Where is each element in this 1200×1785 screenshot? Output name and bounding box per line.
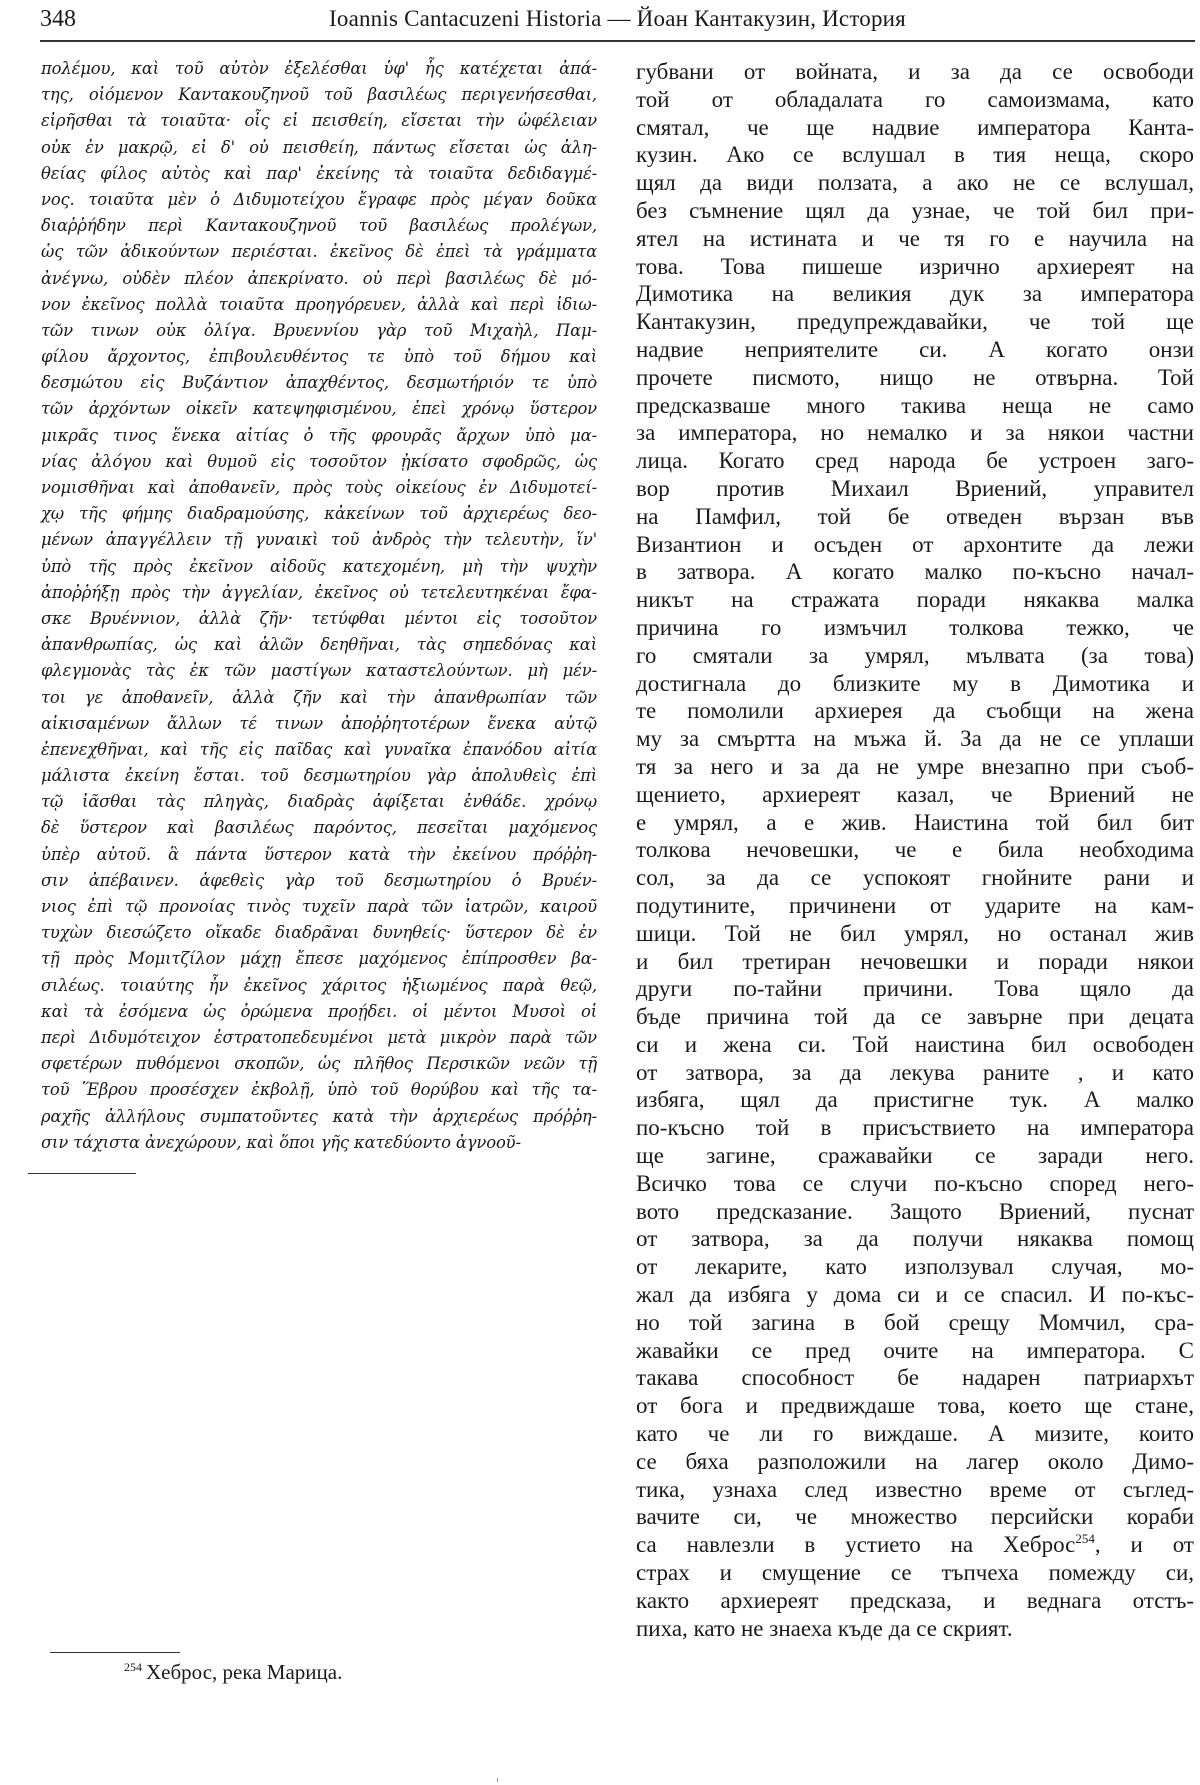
page-number: 348 <box>40 6 76 32</box>
greek-text-line: ὑπὲρ αὐτοῦ. ἃ πάντα ὕστερον κατὰ τὴν ἐκείνου πρόῤῥη- <box>41 844 597 864</box>
bulgarian-text-line: за императора, но немалко и за някои частни <box>636 420 1194 446</box>
greek-text-line: της, οἰόμενον Καντακουζηνοῦ τοῦ βασιλέως περιγενήσεσθαι, <box>41 85 597 105</box>
footnote-reference: 254 <box>1075 1531 1095 1547</box>
bulgarian-text-line: щението, архиереят казал, че Вриений не <box>636 781 1194 807</box>
bulgarian-text-line: надвие неприятелите си. А когато онзи <box>636 336 1194 362</box>
bulgarian-text-line: си и жена си. Той наистина бил освободен <box>636 1031 1194 1057</box>
footnote-rule <box>50 1652 180 1653</box>
bulgarian-text-line: той от обладалата го самоизмама, като <box>636 86 1194 112</box>
footnote <box>124 1660 342 1685</box>
bulgarian-text-line: жал да избяга у дома си и се спасил. И по-къс- <box>636 1282 1194 1308</box>
running-header <box>40 6 1195 38</box>
greek-text-line: τῶν ἀρχόντων οἰκεῖν κατεψηφισμένου, ἐπεὶ χρόνῳ ὕστερον <box>41 399 597 419</box>
bulgarian-text-line: подутините, причинени от ударите на кам- <box>636 892 1194 918</box>
bulgarian-text-line: Всичко това се случи по-късно според него- <box>636 1170 1194 1196</box>
greek-text-line: τῷ ἰᾶσθαι τὰς πληγὰς, διαδρὰς ἀφίξεται ἐνθάδε. χρόνῳ <box>41 792 597 812</box>
bulgarian-text-line: шици. Той не бил умрял, но останал жив <box>636 920 1194 946</box>
greek-text-line: μάλιστα ἐκείνη ἔσται. τοῦ δεσμωτηρίου γὰρ ἀπολυθεὶς ἐπὶ <box>41 766 597 786</box>
bulgarian-text-line: както архиереят предсказа, и веднага отстъ- <box>636 1587 1194 1613</box>
bulgarian-text-line: предсказваше много такива неща не само <box>636 392 1194 418</box>
greek-text-line: σιν τάχιστα ἀνεχώρουν, καὶ ὅποι γῆς κατεδύοντο ἀγνοοῦ- <box>41 1132 521 1152</box>
greek-text-line: σκε Βρυέννιον, ἀλλὰ ζῆν· τετύφθαι μέντοι εἰς τοσοῦτον <box>41 608 597 628</box>
bulgarian-text-line: от лекарите, като използувал случая, мо- <box>636 1254 1194 1280</box>
greek-text-line: νίας ἀλόγου καὶ θυμοῦ εἰς τοσοῦτον ᾐκίσατο σφοδρῶς, ὡς <box>41 451 597 471</box>
bulgarian-text-line: без съмнение щял да узнае, че той бил при- <box>636 197 1194 223</box>
greek-text-line: σιν ἀπέβαινεν. ἀφεθεὶς γὰρ τοῦ δεσμωτηρίου ὁ Βρυέν- <box>41 870 597 890</box>
bulgarian-text-line: тя за него и за да не умре внезапно при съоб- <box>636 753 1194 779</box>
bulgarian-text-line: Кантакузин, предупреждавайки, че той ще <box>636 309 1194 335</box>
bulgarian-text-line: жавайки се пред очите на императора. С <box>636 1337 1194 1363</box>
greek-text-line: ἀποῤῥήξῃ πρὸς τὴν ἀγγελίαν, ἐκεῖνος οὐ τετελευτηκέναι ἔφα- <box>41 582 597 602</box>
bulgarian-text-line: го смятали за умрял, мълвата (за това) <box>636 642 1194 668</box>
bulgarian-text-line: щял да види ползата, а ако не се вслушал, <box>636 170 1194 196</box>
bulgarian-text-line: тика, узнаха след известно време от съглед- <box>636 1476 1194 1502</box>
greek-column-end-rule <box>28 1173 136 1174</box>
bulgarian-text-line: от затвора, за да лекува раните , и като <box>636 1059 1194 1085</box>
bulgarian-text-line: страх и смущение се тъпчеха помежду си, <box>636 1560 1194 1586</box>
bulgarian-text-line: се бяха разположили на лагер около Димо- <box>636 1448 1194 1474</box>
greek-text-line: ραχῆς ἀλλήλους συμπατοῦντες κατὰ τὴν ἀρχιερέως πρόῤῥη- <box>41 1106 597 1126</box>
greek-text-line: τυχὼν διεσώζετο οἴκαδε διαδρᾶναι δυνηθείς· ὕστερον δὲ ἐν <box>41 923 597 943</box>
bulgarian-text-line: те помолили архиерея да съобщи на жена <box>636 698 1194 724</box>
greek-text-line: χῳ τῆς φήμης διαδραμούσης, κἀκείνων τοῦ ἀρχιερέως δεο- <box>41 504 597 524</box>
bulgarian-text-line: сол, за да се успокоят гнойните рани и <box>636 865 1194 891</box>
bulgarian-text-line: Византион и осъден от архонтите да лежи <box>636 531 1194 557</box>
bulgarian-text-line: по-късно той в присъствието на императора <box>636 1115 1194 1141</box>
bulgarian-text-line: прочете писмото, нищо не отвърна. Той <box>636 364 1194 390</box>
scan-speck <box>497 1778 498 1782</box>
bulgarian-text-line: му за смъртта на мъжа й. За да не се уплаши <box>636 726 1194 752</box>
greek-text-line: καὶ τὰ ἐσόμενα ὡς ὁρώμενα προῄδει. οἱ μέντοι Μυσοὶ οἱ <box>41 1001 597 1021</box>
bulgarian-text-line: от затвора, за да получи някаква помощ <box>636 1226 1194 1252</box>
greek-text-line: περὶ Διδυμότειχον ἐστρατοπεδευμένοι μετὰ μικρὸν παρὰ τῶν <box>41 1027 597 1047</box>
bulgarian-text-line: такава способност бе надарен патриархът <box>636 1365 1194 1391</box>
greek-text-column <box>41 56 597 1156</box>
greek-text-line: ἐπενεχθῆναι, καὶ τῆς εἰς παῖδας καὶ γυναῖκα ἐπανόδου αἰτία <box>41 739 597 759</box>
bulgarian-text-line: ще загине, сражавайки се заради него. <box>636 1143 1194 1169</box>
greek-text-line: οὐκ ἐν μακρῷ, εἰ δ' οὐ πεισθείη, πάντως εἴσεται ὡς ἀλη- <box>41 137 597 157</box>
bulgarian-text-line: като че ли го виждаше. А мизите, които <box>636 1421 1194 1447</box>
bulgarian-text-line: е умрял, а е жив. Наистина той бил бит <box>636 809 1194 835</box>
bulgarian-text-line: толкова нечовешки, че е била необходима <box>636 837 1194 863</box>
bulgarian-text-line: но той загина в бой срещу Момчил, сра- <box>636 1309 1194 1335</box>
greek-text-line: τῶν τινων οὐκ ὀλίγα. Βρυεννίου γὰρ τοῦ Μιχαὴλ, Παμ- <box>41 320 597 340</box>
bulgarian-text-line: това. Това пишеше изрично архиереят на <box>636 253 1194 279</box>
greek-text-line: αἰκισαμένων ἄλλων τέ τινων ἀποῤῥητοτέρων ἕνεκα αὐτῷ <box>41 713 597 733</box>
greek-text-line: φίλου ἄρχοντος, ἐπιβουλευθέντος τε ὑπὸ τοῦ δήμου καὶ <box>41 347 597 367</box>
greek-text-line: δεσμώτου εἰς Βυζάντιον ἀπαχθέντος, δεσμωτήριόν τε ὑπὸ <box>41 373 597 393</box>
bulgarian-text-line: избяга, щял да пристигне тук. А малко <box>636 1087 1194 1113</box>
greek-text-line: δὲ ὕστερον καὶ βασιλέως παρόντος, πεσεῖται μαχόμενος <box>41 818 597 838</box>
bulgarian-text-line: на Памфил, той бе отведен вързан във <box>636 503 1194 529</box>
greek-text-line: ὡς τῶν ἀδικούντων περιέσται. ἐκεῖνος δὲ ἐπεὶ τὰ γράμματα <box>41 242 597 262</box>
running-title: Ioannis Cantacuzeni Historia — Йоан Кантакузин, История <box>329 6 906 31</box>
bulgarian-text-line: причина го измъчил толкова тежко, че <box>636 614 1194 640</box>
greek-text-line: ἀνέγνω, οὐδὲν πλέον ἀπεκρίνατο. οὐ περὶ βασιλέως δὲ μό- <box>41 268 597 288</box>
greek-text-line: νιος ἐπὶ τῷ προνοίας τινὸς τυχεῖν παρὰ τῶν ἰατρῶν, καιροῦ <box>41 897 597 916</box>
bulgarian-text-line: вор против Михаил Вриений, управител <box>636 475 1194 501</box>
greek-text-line: νομισθῆναι καὶ ἀποθανεῖν, πρὸς τοὺς οἰκείους ἐν Διδυμοτεί- <box>41 478 597 497</box>
greek-text-line: σφετέρων πυθόμενοι σκοπῶν, ὡς πλῆθος Περσικῶν νεῶν τῇ <box>41 1054 597 1074</box>
bulgarian-text-column <box>636 58 1194 1642</box>
bulgarian-text-line: от бога и предвиждаше това, което ще стане, <box>636 1393 1194 1419</box>
bulgarian-text-line: вачите си, че множество персийски кораби <box>636 1504 1194 1530</box>
greek-text-line: ὑπὸ τῆς πρὸς ἐκεῖνον αἰδοῦς κατεχομένη, μὴ τὴν ψυχὴν <box>41 556 597 576</box>
bulgarian-text-line: и бил третиран нечовешки и поради някои <box>636 948 1194 974</box>
line-text: , и от <box>1094 1532 1194 1558</box>
greek-text-line: πολέμου, καὶ τοῦ αὐτὸν ἐξελέσθαι ὑφ' ἧς κατέχεται ἀπά- <box>41 59 597 78</box>
greek-text-line: τοι γε ἀποθανεῖν, ἀλλὰ ζῆν καὶ τὴν ἀπανθρωπίαν τῶν <box>41 687 597 707</box>
greek-text-line: τῇ πρὸς Μομιτζίλον μάχῃ ἔπεσε μαχόμενος ἐπίπροσθεν βα- <box>41 949 597 969</box>
bulgarian-text-line: смятал, че ще надвие императора Канта- <box>636 114 1194 140</box>
bulgarian-text-line: пиха, като не знаеха къде да се скрият. <box>636 1615 1013 1641</box>
greek-text-line: μένων ἀπαγγέλλειν τῇ γυναικὶ τοῦ ἀνδρὸς τὴν τελευτὴν, ἵν' <box>41 530 597 550</box>
greek-text-line: εἰρῆσθαι τὰ τοιαῦτα· οἷς εἰ πεισθείη, εἴσεται τὴν ὠφέλειαν <box>41 111 597 131</box>
bulgarian-text-line: други по-тайни причини. Това щяло да <box>636 976 1194 1002</box>
greek-text-line: νος. τοιαῦτα μὲν ὁ Διδυμοτείχου ἔγραφε πρὸς μέγαν δοῦκα <box>41 189 597 209</box>
header-rule <box>40 40 1195 42</box>
bulgarian-text-line: ятел на истината и че тя го е научила на <box>636 225 1194 251</box>
bulgarian-text-line: Димотика на великия дук за императора <box>636 281 1194 307</box>
bulgarian-text-line: губвани от войната, и за да се освободи <box>636 59 1194 84</box>
bulgarian-text-line: кузин. Ако се вслушал в тия неща, скоро <box>636 142 1194 168</box>
greek-text-line: θείας φίλος αὐτὸς καὶ παρ' ἐκείνης τὰ τοιαῦτα δεδιδαγμέ- <box>41 163 597 183</box>
greek-text-line: τοῦ Ἕβρου προσέσχεν ἐκβολῇ, ὑπὸ τοῦ θορύβου καὶ τῆς τα- <box>41 1080 597 1100</box>
bulgarian-text-line: лица. Когато сред народа бе устроен заго- <box>636 448 1194 474</box>
bulgarian-text-line: вото предсказание. Защото Вриений, пуснат <box>636 1198 1194 1224</box>
greek-text-line: μικρᾶς τινος ἕνεκα αἰτίας ὁ τῆς φρουρᾶς ἄρχων ὑπὸ μα- <box>41 425 597 445</box>
footnote-text: Хеброс, река Марица. <box>146 1660 343 1684</box>
line-text: са навлезли в устието на Хеброс <box>636 1532 1076 1558</box>
greek-text-line: σιλέως. τοιαύτης ἦν ἐκεῖνος χάριτος ἠξιωμένος παρὰ θεῷ, <box>41 975 597 995</box>
greek-text-line: νον ἐκεῖνος πολλὰ τοιαῦτα προηγόρευεν, ἀλλὰ καὶ περὶ ἰδιω- <box>41 294 597 314</box>
footnote-number: 254 <box>124 1660 142 1674</box>
greek-text-line: διαῤῥήδην περὶ Καντακουζηνοῦ τοῦ βασιλέως προλέγων, <box>41 216 597 236</box>
bulgarian-text-line: в затвора. А когато малко по-късно начал- <box>636 559 1194 585</box>
bulgarian-text-line: никът на стражата поради някаква малка <box>636 587 1194 613</box>
greek-text-line: ἀπανθρωπίας, ὡς καὶ ἁλῶν δεηθῆναι, τὰς σηπεδόνας καὶ <box>41 635 597 655</box>
bulgarian-text-line <box>636 1531 1194 1559</box>
bulgarian-text-line: бъде причина той да се завърне при децата <box>636 1004 1194 1030</box>
greek-text-line: φλεγμονὰς τὰς ἐκ τῶν μαστίγων καταστελούντων. μὴ μέν- <box>41 661 597 681</box>
bulgarian-text-line: достигнала до близките му в Димотика и <box>636 670 1194 696</box>
